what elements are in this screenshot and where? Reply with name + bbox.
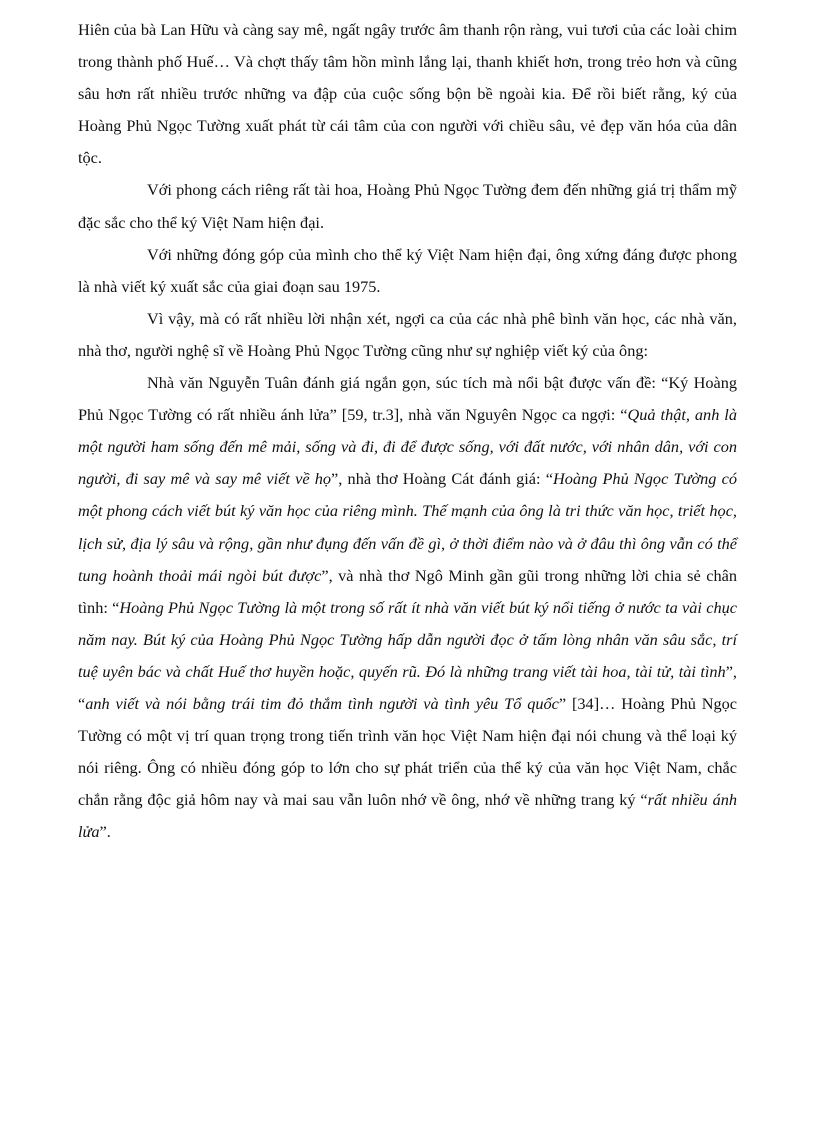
- paragraph-3: [78, 239, 737, 303]
- quote-ngo-minh-2: anh viết và nói bằng trái tim đỏ thắm tình người và tình yêu Tổ quốc: [85, 693, 559, 713]
- quote-ngo-minh: Hoàng Phủ Ngọc Tường là một trong số rất ít nhà văn viết bút ký nổi tiếng ở nước ta vài chục năm nay. Bút ký của Hoàng Phủ Ngọc Tường hấp dẫn người đọc ở tấm lòng nhân văn sâu sắc, trí tuệ uyên bác và chất Huế thơ huyền hoặc, quyến rũ. Đó là những trang viết tài hoa, tài tử, tài tình: [78, 597, 737, 681]
- text-run: ”, và nhà thơ Ngô Minh gần gũi trong những lời chia sẻ chân tình: “: [78, 565, 737, 617]
- paragraph-4: [78, 303, 737, 367]
- document-page: [78, 14, 737, 848]
- text-run: ” [34]… Hoàng Phủ Ngọc Tường có một vị trí quan trọng trong tiến trình văn học Việt Nam hiện đại nói chung và thể loại ký nói riêng. Ông có nhiều đóng góp to lớn cho sự phát triển của thể ký của văn học Việt Nam, chắc chắn rằng độc giả hôm nay và mai sau vẫn luôn nhớ về ông, nhớ về những trang ký “: [78, 693, 738, 810]
- text-run: Vì vậy, mà có rất nhiều lời nhận xét, ngợi ca của các nhà phê bình văn học, các nhà văn, nhà thơ, người nghệ sĩ về Hoàng Phủ Ngọc Tường cũng như sự nghiệp viết ký của ông:: [78, 308, 737, 360]
- paragraph-1: [78, 14, 737, 174]
- text-run: Với phong cách riêng rất tài hoa, Hoàng Phủ Ngọc Tường đem đến những giá trị thẩm mỹ đặc sắc cho thể ký Việt Nam hiện đại.: [78, 180, 737, 232]
- quote-hoang-cat: Hoàng Phủ Ngọc Tường có một phong cách viết bút ký văn học của riêng mình. Thế mạnh của ông là tri thức văn học, triết học, lịch sử, địa lý sâu và rộng, gần như đụng đến vấn đề gì, ở thời điểm nào và ở đâu thì ông vẫn có thể tung hoành thoải mái ngòi bút được: [78, 469, 738, 585]
- text-run: ”, nhà thơ Hoàng Cát đánh giá: “: [331, 469, 553, 489]
- text-run: ”, “: [78, 661, 737, 713]
- text-run: Với những đóng góp của mình cho thể ký Việt Nam hiện đại, ông xứng đáng được phong là nhà viết ký xuất sắc của giai đoạn sau 1975.: [78, 244, 737, 296]
- text-run: Nhà văn Nguyễn Tuân đánh giá ngắn gọn, súc tích mà nổi bật được vấn đề: “Ký Hoàng Phủ Ngọc Tường có rất nhiều ánh lửa” [59, tr.3], nhà văn Nguyên Ngọc ca ngợi: “: [78, 373, 737, 425]
- text-run: ”.: [99, 822, 111, 842]
- text-run: Hiên của bà Lan Hữu và càng say mê, ngất ngây trước âm thanh rộn ràng, vui tươi của các loài chim trong thành phố Huế… Và chợt thấy tâm hồn mình lắng lại, thanh khiết hơn, trong trẻo hơn và cũng sâu hơn rất nhiều trước những va đập của cuộc sống bộn bề ngoài kia. Để rồi biết rằng, ký của Hoàng Phủ Ngọc Tường xuất phát từ cái tâm của con người với chiều sâu, vẻ đẹp văn hóa của dân tộc.: [78, 20, 737, 168]
- quote-anh-lua: rất nhiều ánh lửa: [78, 790, 737, 842]
- paragraph-2: [78, 174, 737, 238]
- quote-nguyen-ngoc: Quả thật, anh là một người ham sống đến mê mải, sống và đi, đi để được sống, với đất nước, với nhân dân, với con người, đi say mê và say mê viết về họ: [78, 405, 737, 489]
- paragraph-5: [78, 367, 737, 848]
